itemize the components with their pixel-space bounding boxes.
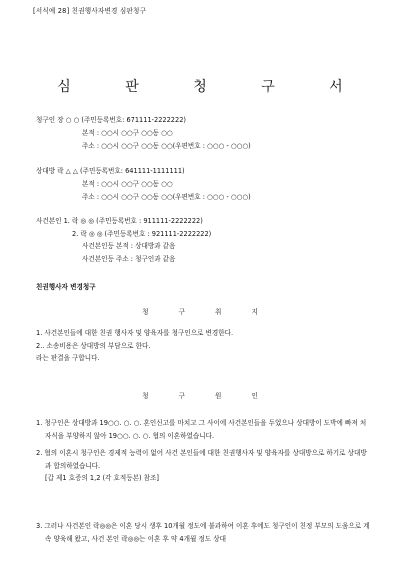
document-title: 심 판 청 구 서 [57, 79, 368, 95]
purpose-item: 1. 사건본인들에 대한 친권 행사자 및 양육자를 청구인으로 변경한다. [36, 329, 234, 337]
purpose-body [36, 327, 372, 365]
reason-reference: [갑 제1 호증의 1,2 (각 호적등본) 참조] [45, 474, 159, 482]
principal-1: 사건본인 1. 락 ◎ ◎ (주민등록번호 : 911111-2222222) [36, 217, 203, 225]
principals-address: 사건본인등 주소 : 청구인과 같음 [82, 255, 176, 263]
respondent-name: 상대방 락 △ △ (주민등록번호: 641111-1111111) [36, 167, 185, 175]
claimant-name: 청구인 장 ○ ○ (주민등록번호: 671111-2222222) [36, 116, 186, 124]
respondent-domicile: 본적 : ○○시 ○○구 ○○동 ○○ [82, 180, 173, 188]
purpose-heading: 청 구 취 지 [142, 308, 272, 316]
reason-text: 3. 그러나 사건본인 락◎◎은 이혼 당시 생후 10개월 정도에 불과하여 이혼 후에도 청구인이 친정 부모의 도움으로 계속 양육해 왔고, 사건 본인 락◎◎는 이혼 후 약 4개월 정도 상대 [36, 522, 370, 543]
principals-domicile: 사건본인등 본적 : 상대방과 같음 [82, 242, 176, 250]
case-name: 친권행사자 변경청구 [36, 283, 96, 291]
reason-1 [36, 417, 372, 442]
reason-text: 2. 협의 이혼시 청구인은 경제적 능력이 없어 사건 본인들에 대한 친권행사자 및 양육자를 상대방으로 하기로 상대방과 합의하였습니다. [36, 449, 367, 470]
purpose-item: 라는 판결을 구합니다. [36, 354, 100, 362]
claimant-address: 주소 : ○○시 ○○구 ○○동 ○○(우편번호 : ○○○ - ○○○) [82, 142, 251, 150]
form-number: [서식예 28] 친권행사자변경 심판청구 [33, 7, 147, 15]
purpose-item: 2.. 소송비용은 상대방의 부담으로 한다. [36, 341, 151, 350]
principal-2: 2. 락 ◎ ◎ (주민등록번호 : 921111-2222222) [72, 230, 212, 238]
reason-2 [36, 447, 372, 485]
reason-3 [36, 520, 372, 545]
respondent-address: 주소 : ○○시 ○○구 ○○동 ○○(우편번호 : ○○○ - ○○○) [82, 193, 251, 201]
reason-heading: 청 구 원 인 [142, 392, 272, 400]
claimant-domicile: 본적 : ○○시 ○○구 ○○동 ○○ [82, 129, 173, 137]
reason-text: 1. 청구인은 상대방과 19○○. ○. ○. 혼인신고를 마치고 그 사이에 사건본인들을 두었으나 상대방이 도박에 빠져 처자식을 부양하지 않아 19○○. ○. ○. 협의 이혼하였습니다. [36, 419, 367, 440]
